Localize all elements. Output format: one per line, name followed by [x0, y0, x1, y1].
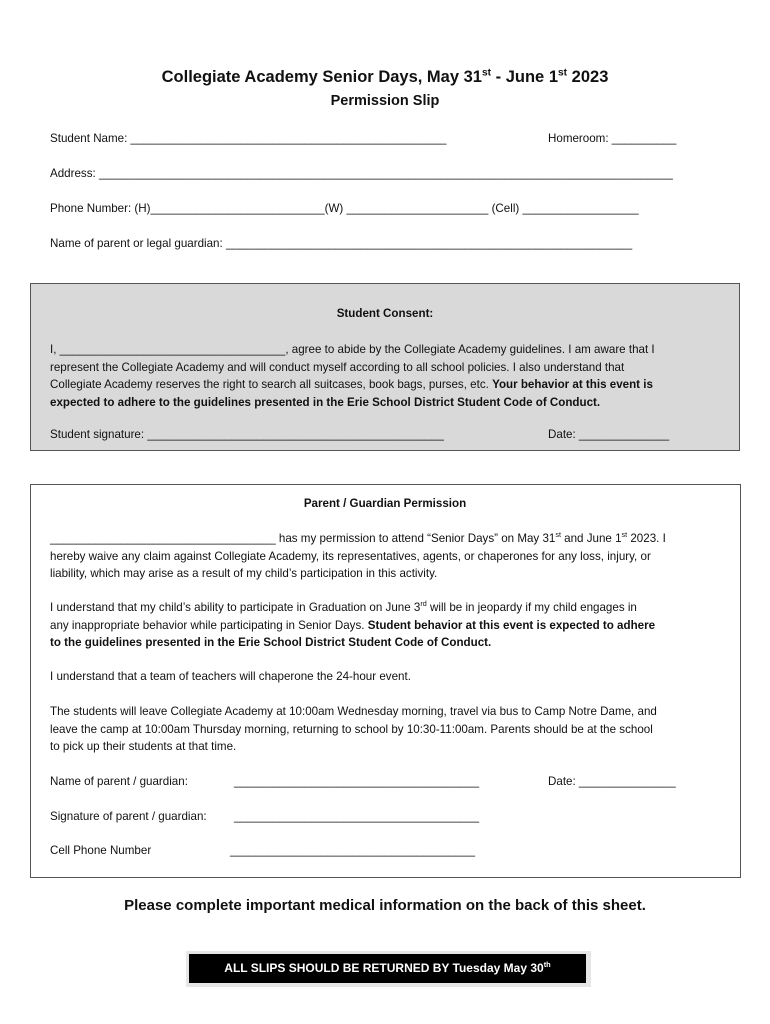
student-consent-box: [30, 283, 740, 451]
cell-phone-field[interactable]: ______________________________________: [230, 844, 476, 857]
schedule-line: to pick up their students at that time.: [50, 740, 237, 753]
student-signature-field[interactable]: Student signature: ______________________________________________: [50, 428, 444, 441]
parent-signature-field[interactable]: ______________________________________: [234, 810, 480, 823]
homeroom-field[interactable]: Homeroom: __________: [548, 132, 677, 145]
consent-line: expected to adhere to the guidelines presented in the Erie School District Student Code of Conduct.: [50, 395, 601, 409]
permission-paragraph: [50, 530, 666, 583]
student-name-field[interactable]: Student Name: _________________________________________________: [50, 132, 447, 145]
parent-heading: Parent / Guardian Permission: [303, 497, 467, 510]
consent-heading: Student Consent:: [336, 307, 434, 320]
chaperone-paragraph: I understand that a team of teachers will chaperone the 24-hour event.: [50, 670, 411, 683]
parent-signature-label: Signature of parent / guardian:: [50, 810, 207, 823]
return-deadline-text: ALL SLIPS SHOULD BE RETURNED BY Tuesday May 30th: [189, 954, 586, 983]
guardian-name-field[interactable]: Name of parent or legal guardian: _______________________________________________________________: [50, 237, 633, 250]
parent-date-field[interactable]: Date: _______________: [548, 775, 676, 788]
consent-line[interactable]: I, ___________________________________, agree to abide by the Collegiate Academy guidelines. I am aware that I: [50, 343, 655, 356]
student-date-field[interactable]: Date: ______________: [548, 428, 670, 441]
address-field[interactable]: Address: _________________________________________________________________________________________: [50, 167, 673, 180]
parent-permission-box: [30, 484, 741, 878]
permission-line[interactable]: ___________________________________ has my permission to attend “Senior Days” on May 31st and June 1st 2023. I: [50, 530, 666, 545]
parent-name-label: Name of parent / guardian:: [50, 775, 188, 788]
parent-name-field[interactable]: ______________________________________: [234, 775, 480, 788]
graduation-paragraph: [50, 599, 655, 652]
permission-line: hereby waive any claim against Collegiate Academy, its representatives, agents, or chaperones for any loss, injury, or: [50, 549, 651, 563]
consent-line: Collegiate Academy reserves the right to search all suitcases, book bags, purses, etc. Your behavior at this event is: [50, 378, 653, 391]
consent-text: [50, 341, 655, 411]
medical-info-notice: Please complete important medical information on the back of this sheet.: [124, 897, 646, 914]
phone-number-field[interactable]: Phone Number: (H)___________________________(W) ______________________ (Cell) __________________: [50, 202, 639, 215]
schedule-paragraph: [50, 703, 657, 756]
return-deadline-banner: [186, 951, 591, 987]
form-subtitle: Permission Slip: [330, 93, 440, 109]
schedule-line: leave the camp at 10:00am Thursday morning, returning to school by 10:30-11:00am. Parents should be at the school: [50, 722, 653, 736]
cell-phone-label: Cell Phone Number: [50, 844, 152, 857]
permission-line: liability, which may arise as a result of my child’s participation in this activity.: [50, 567, 438, 580]
graduation-line: I understand that my child’s ability to participate in Graduation on June 3rd will be in jeopardy if my child engages in: [50, 599, 637, 614]
form-title: Collegiate Academy Senior Days, May 31st - June 1st 2023: [161, 67, 609, 86]
schedule-line: The students will leave Collegiate Academy at 10:00am Wednesday morning, travel via bus to Camp Notre Dame, and: [50, 705, 657, 718]
graduation-line: any inappropriate behavior while participating in Senior Days. Student behavior at this event is expected to adhere: [50, 618, 656, 632]
graduation-line: to the guidelines presented in the Erie School District Student Code of Conduct.: [50, 636, 492, 649]
consent-line: represent the Collegiate Academy and will conduct myself according to all school policies. I also understand that: [50, 360, 625, 374]
